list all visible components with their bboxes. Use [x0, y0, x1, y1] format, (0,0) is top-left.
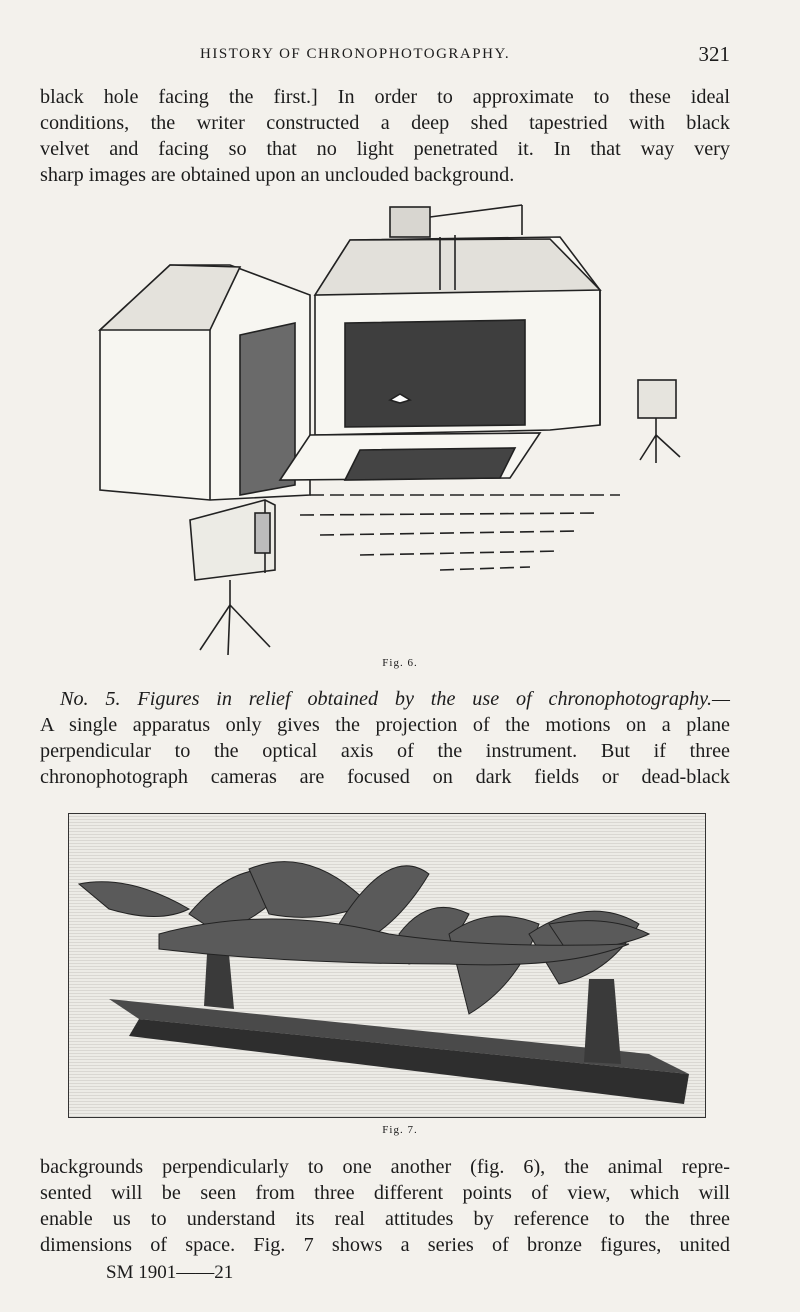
text-line: conditions, the writer constructed a deep shed tapestried with black [40, 112, 730, 134]
text-line: sented will be seen from three different points of view, which will [40, 1182, 730, 1204]
text-line: A single apparatus only gives the projection of the motions on a plane [40, 714, 730, 736]
signature-mark: SM 1901——21 [106, 1262, 234, 1283]
text-line: enable us to understand its real attitudes by reference to the three [40, 1208, 730, 1230]
text-line: sharp images are obtained upon an unclouded background. [40, 164, 515, 186]
page-number: 321 [698, 42, 730, 66]
paragraph-2 [40, 686, 730, 790]
text-line: chronophotograph cameras are focused on dark fields or dead-black [40, 766, 730, 788]
bronze-figures-image [69, 814, 705, 1117]
figure-6-caption: Fig. 6. [382, 657, 418, 669]
text-line: dimensions of space. Fig. 7 shows a series of bronze figures, united [40, 1234, 730, 1256]
figure-6-illustration [60, 195, 720, 665]
figure-7-photograph [68, 813, 706, 1118]
text-line: backgrounds perpendicularly to one another (fig. 6), the animal repre- [40, 1156, 730, 1178]
figure-7-caption: Fig. 7. [382, 1124, 418, 1136]
section-heading: No. 5. Figures in relief obtained by the use of chronophotography.— [60, 688, 730, 710]
paragraph-1 [40, 84, 730, 188]
text-line: perpendicular to the optical axis of the instrument. But if three [40, 740, 730, 762]
text-line: velvet and facing so that no light penetrated it. In that way very [40, 138, 730, 160]
running-title: HISTORY OF CHRONOPHOTOGRAPHY. [200, 46, 511, 62]
paragraph-3 [40, 1154, 730, 1258]
running-head [40, 44, 730, 68]
text-line: black hole facing the first.] In order to approximate to these ideal [40, 86, 730, 108]
